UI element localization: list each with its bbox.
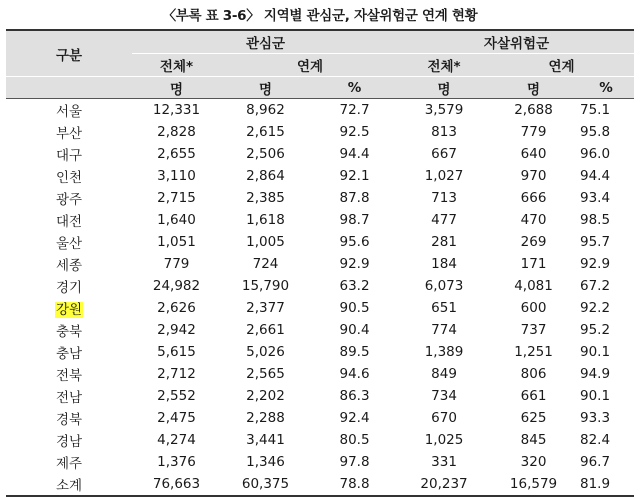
value-cell: 86.3 [339,388,370,404]
value-cell: 470 [520,212,547,228]
value-cell: 2,202 [246,388,285,404]
value-cell: 81.9 [578,473,634,496]
table-row [6,165,634,187]
region-label: 경남 [55,434,83,450]
unit-cell: 명 [399,77,489,99]
region-label: 전남 [55,390,83,406]
table-row [6,187,634,209]
value-cell: 1,618 [246,212,285,228]
value-cell: 98.5 [579,212,611,228]
region-cell [6,275,132,297]
header-row-groups [6,30,634,54]
value-cell: 1,051 [157,234,196,250]
value-cell: 2,828 [157,124,196,140]
unit-cell: % [310,77,399,99]
value-cell: 2,655 [157,146,196,162]
value-cell: 1,640 [157,212,196,228]
value-cell: 93.3 [579,410,611,426]
region-label: 제주 [55,456,83,472]
value-cell: 90.5 [339,300,370,316]
unit-cell [6,77,132,99]
value-cell: 4,081 [514,278,553,294]
value-cell: 5,615 [157,344,196,360]
value-cell: 95.8 [579,124,611,140]
value-cell: 5,026 [246,344,285,360]
value-cell: 2,615 [246,124,285,140]
region-cell [6,319,132,341]
value-cell: 3,579 [424,102,464,118]
value-cell: 94.4 [339,146,370,162]
region-cell [6,187,132,209]
region-cell [6,385,132,407]
value-cell: 724 [252,256,279,272]
value-cell: 2,475 [157,410,196,426]
value-cell: 15,790 [241,278,290,294]
value-cell: 774 [431,322,457,338]
table-row [6,385,634,407]
value-cell: 80.5 [339,432,370,448]
value-cell: 90.1 [579,344,611,360]
subheader-risk-total: 전체* [399,54,489,77]
table-row [6,143,634,165]
value-cell: 734 [431,388,457,404]
region-label: 인천 [55,170,83,186]
region-cell [6,407,132,429]
value-cell: 600 [520,300,547,316]
table-row [6,231,634,253]
unit-cell: 명 [132,77,221,99]
value-cell: 94.6 [339,366,370,382]
value-cell: 97.8 [339,454,370,470]
value-cell: 93.4 [579,190,611,206]
region-cell [6,231,132,253]
value-cell: 779 [520,124,547,140]
region-cell [6,429,132,451]
unit-cell: % [578,77,634,99]
value-cell: 281 [431,234,457,250]
header-row-units [6,77,634,99]
value-cell: 477 [431,212,457,228]
value-cell: 24,982 [152,278,201,294]
region-linkage-table [6,29,634,497]
table-row [6,429,634,451]
value-cell: 171 [520,256,547,272]
value-cell: 92.9 [579,256,611,272]
subheader-risk-linked: 연계 [489,54,634,77]
value-cell: 20,237 [399,473,489,496]
value-cell: 1,251 [514,344,553,360]
value-cell: 89.5 [339,344,370,360]
value-cell: 78.8 [310,473,399,496]
value-cell: 67.2 [579,278,611,294]
value-cell: 3,110 [157,168,196,184]
region-label: 대전 [55,214,83,230]
value-cell: 2,864 [246,168,285,184]
region-cell [6,165,132,187]
value-cell: 2,565 [246,366,285,382]
value-cell: 661 [520,388,547,404]
value-cell: 75.1 [579,102,611,118]
region-cell [6,121,132,143]
table-row [6,297,634,319]
table-row [6,209,634,231]
value-cell: 625 [520,410,547,426]
value-cell: 87.8 [339,190,370,206]
value-cell: 2,942 [157,322,196,338]
value-cell: 2,377 [246,300,285,316]
value-cell: 331 [431,454,457,470]
region-cell [6,341,132,363]
value-cell: 2,506 [246,146,285,162]
value-cell: 651 [431,300,457,316]
value-cell: 670 [431,410,457,426]
value-cell: 92.4 [339,410,370,426]
value-cell: 2,552 [157,388,196,404]
subheader-concern-linked: 연계 [221,54,399,77]
region-label: 경북 [55,412,83,428]
value-cell: 813 [431,124,457,140]
table-row [6,341,634,363]
value-cell: 92.1 [339,168,370,184]
region-label: 울산 [55,236,83,252]
table-row [6,407,634,429]
unit-cell: 명 [221,77,310,99]
value-cell: 90.1 [579,388,611,404]
table-row [6,275,634,297]
region-label: 충북 [55,324,83,340]
value-cell: 95.6 [339,234,370,250]
table-title: 〈부록 표 3-6〉 지역별 관심군, 자살위험군 연계 현황 [162,8,478,24]
table-row [6,473,634,496]
region-label: 경기 [55,280,83,296]
table-row [6,319,634,341]
value-cell: 16,579 [489,473,578,496]
value-cell: 970 [520,168,547,184]
region-cell [6,297,132,319]
value-cell: 72.7 [339,102,370,118]
region-cell [6,451,132,473]
region-label: 전북 [55,368,83,384]
region-cell [6,253,132,275]
value-cell: 8,962 [246,102,285,118]
region-label: 부산 [55,126,83,142]
region-label: 세종 [55,258,83,274]
region-cell [6,363,132,385]
region-header: 구분 [6,30,132,77]
value-cell: 2,712 [157,366,196,382]
table-row [6,253,634,275]
value-cell: 90.4 [339,322,370,338]
region-cell [6,209,132,231]
value-cell: 184 [431,256,457,272]
value-cell: 849 [431,366,457,382]
value-cell: 12,331 [152,102,201,118]
value-cell: 779 [163,256,190,272]
value-cell: 666 [520,190,547,206]
value-cell: 92.5 [339,124,370,140]
value-cell: 94.9 [579,366,611,382]
value-cell: 713 [431,190,457,206]
region-label: 소계 [55,478,83,494]
value-cell: 320 [520,454,547,470]
region-cell [6,473,132,496]
value-cell: 63.2 [339,278,370,294]
value-cell: 3,441 [246,432,285,448]
value-cell: 1,376 [157,454,196,470]
value-cell: 6,073 [424,278,464,294]
table-body [6,99,634,497]
value-cell: 667 [431,146,457,162]
value-cell: 92.2 [579,300,611,316]
value-cell: 95.7 [579,234,611,250]
value-cell: 96.0 [579,146,611,162]
value-cell: 4,274 [157,432,196,448]
value-cell: 60,375 [221,473,310,496]
region-label: 서울 [55,104,83,120]
value-cell: 269 [520,234,547,250]
value-cell: 1,027 [424,168,464,184]
value-cell: 2,715 [157,190,196,206]
region-cell [6,99,132,122]
table-row [6,451,634,473]
value-cell: 96.7 [579,454,611,470]
value-cell: 94.4 [579,168,611,184]
value-cell: 2,688 [514,102,553,118]
value-cell: 92.9 [339,256,370,272]
table-row [6,99,634,122]
value-cell: 2,385 [246,190,285,206]
group-header-suicide-risk: 자살위험군 [399,30,634,54]
region-cell [6,143,132,165]
value-cell: 1,005 [246,234,285,250]
region-label: 강원 [55,302,83,318]
table-row [6,363,634,385]
value-cell: 1,346 [246,454,285,470]
unit-cell: 명 [489,77,578,99]
value-cell: 82.4 [579,432,611,448]
value-cell: 737 [520,322,547,338]
subheader-concern-total: 전체* [132,54,221,77]
value-cell: 640 [520,146,547,162]
table-row [6,121,634,143]
value-cell: 1,389 [424,344,464,360]
value-cell: 2,288 [246,410,285,426]
region-label: 광주 [55,192,83,208]
value-cell: 1,025 [424,432,464,448]
region-label: 대구 [55,148,83,164]
region-label: 충남 [55,346,83,362]
value-cell: 806 [520,366,547,382]
value-cell: 2,661 [246,322,285,338]
value-cell: 95.2 [579,322,611,338]
value-cell: 98.7 [339,212,370,228]
value-cell: 2,626 [157,300,196,316]
value-cell: 76,663 [132,473,221,496]
group-header-concern: 관심군 [132,30,399,54]
value-cell: 845 [520,432,547,448]
